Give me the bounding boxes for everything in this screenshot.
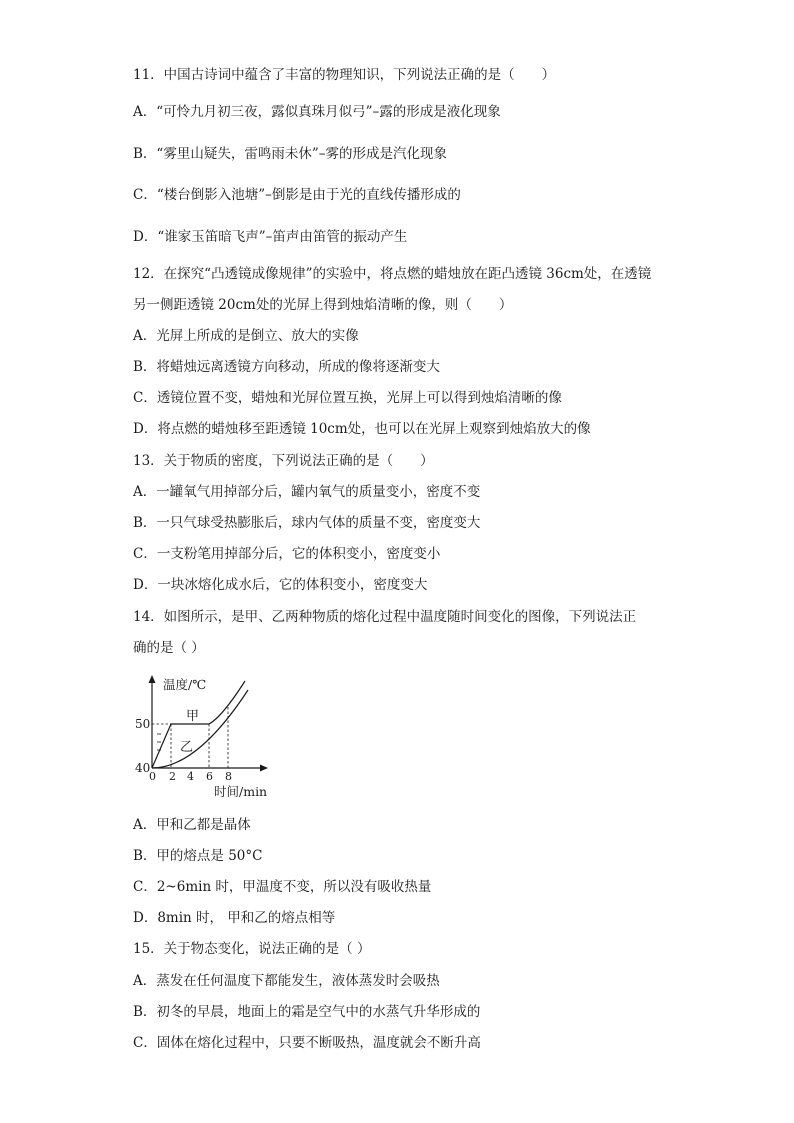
q15-option-b: B．初冬的早晨，地面上的霜是空气中的水蒸气升华形成的 (133, 1004, 481, 1020)
q11-option-d: D．“谁家玉笛暗飞声”–笛声由笛管的振动产生 (133, 229, 408, 245)
x-axis-arrow (260, 765, 268, 772)
q11-option-b: B．“雾里山疑失，雷鸣雨未休”–雾的形成是汽化现象 (133, 146, 447, 162)
q14-stem-line1: 14．如图所示，是甲、乙两种物质的熔化过程中温度随时间变化的图像，下列说法正 (133, 609, 637, 625)
q15-option-c: C．固体在熔化过程中，只要不断吸热，温度就会不断升高 (133, 1035, 481, 1051)
q11-option-a: A．“可怜九月初三夜，露似真珠月似弓”–露的形成是液化现象 (133, 104, 501, 120)
x-tick-6: 6 (206, 770, 213, 783)
curve-jia-label: 甲 (186, 709, 200, 724)
curve-yi (152, 690, 248, 768)
x-tick-0: 0 (149, 770, 156, 783)
q13-option-c: C．一支粉笔用掉部分后，它的体积变小，密度变小 (133, 546, 441, 562)
y-tick-40: 40 (135, 761, 151, 775)
q13-stem: 13．关于物质的密度，下列说法正确的是（ ） (133, 453, 434, 469)
y-axis-title: 温度/℃ (163, 677, 207, 692)
q12-option-c: C．透镜位置不变，蜡烛和光屏位置互换，光屏上可以得到烛焰清晰的像 (133, 390, 562, 406)
q12-stem-line1: 12．在探究“凸透镜成像规律”的实验中，将点燃的蜡烛放在距凸透镜 36cm处，在透镜 (133, 266, 652, 282)
q14-option-c: C．2~6min 时，甲温度不变，所以没有吸收热量 (133, 879, 432, 895)
q12-option-b: B．将蜡烛远离透镜方向移动，所成的像将逐渐变大 (133, 359, 440, 375)
curve-jia (152, 681, 245, 768)
q14-stem-line2: 确的是（ ） (133, 640, 205, 656)
q12-option-d: D．将点燃的蜡烛移至距透镜 10cm处，也可以在光屏上观察到烛焰放大的像 (133, 421, 591, 437)
x-axis-title: 时间/min (214, 784, 268, 799)
curve-yi-label: 乙 (180, 740, 194, 755)
y-axis-arrow (149, 675, 156, 683)
y-tick-50: 50 (135, 717, 151, 731)
q12-option-a: A．光屏上所成的是倒立、放大的实像 (133, 328, 359, 344)
q13-option-b: B．一只气球受热膨胀后，球内气体的质量不变，密度变大 (133, 515, 481, 531)
q15-option-a: A．蒸发在任何温度下都能发生，液体蒸发时会吸热 (133, 973, 440, 989)
x-tick-8: 8 (225, 770, 232, 783)
x-tick-2: 2 (169, 770, 176, 783)
q13-option-d: D．一块冰熔化成水后，它的体积变小，密度变大 (133, 577, 428, 593)
q11-option-c: C．“楼台倒影入池塘”–倒影是由于光的直线传播形成的 (133, 187, 461, 203)
q11-stem: 11．中国古诗词中蕴含了丰富的物理知识，下列说法正确的是（ ） (133, 67, 556, 83)
q14-option-d: D．8min 时， 甲和乙的熔点相等 (133, 910, 336, 926)
q12-stem-line2: 另一侧距透镜 20cm处的光屏上得到烛焰清晰的像，则（ ） (133, 297, 513, 313)
x-tick-4: 4 (187, 770, 194, 783)
melting-graph (132, 672, 282, 802)
q14-option-a: A．甲和乙都是晶体 (133, 817, 251, 833)
q15-stem: 15．关于物态变化，说法正确的是（ ） (133, 941, 371, 957)
q13-option-a: A．一罐氧气用掉部分后，罐内氧气的质量变小，密度不变 (133, 484, 481, 500)
q14-option-b: B．甲的熔点是 50°C (133, 848, 263, 864)
